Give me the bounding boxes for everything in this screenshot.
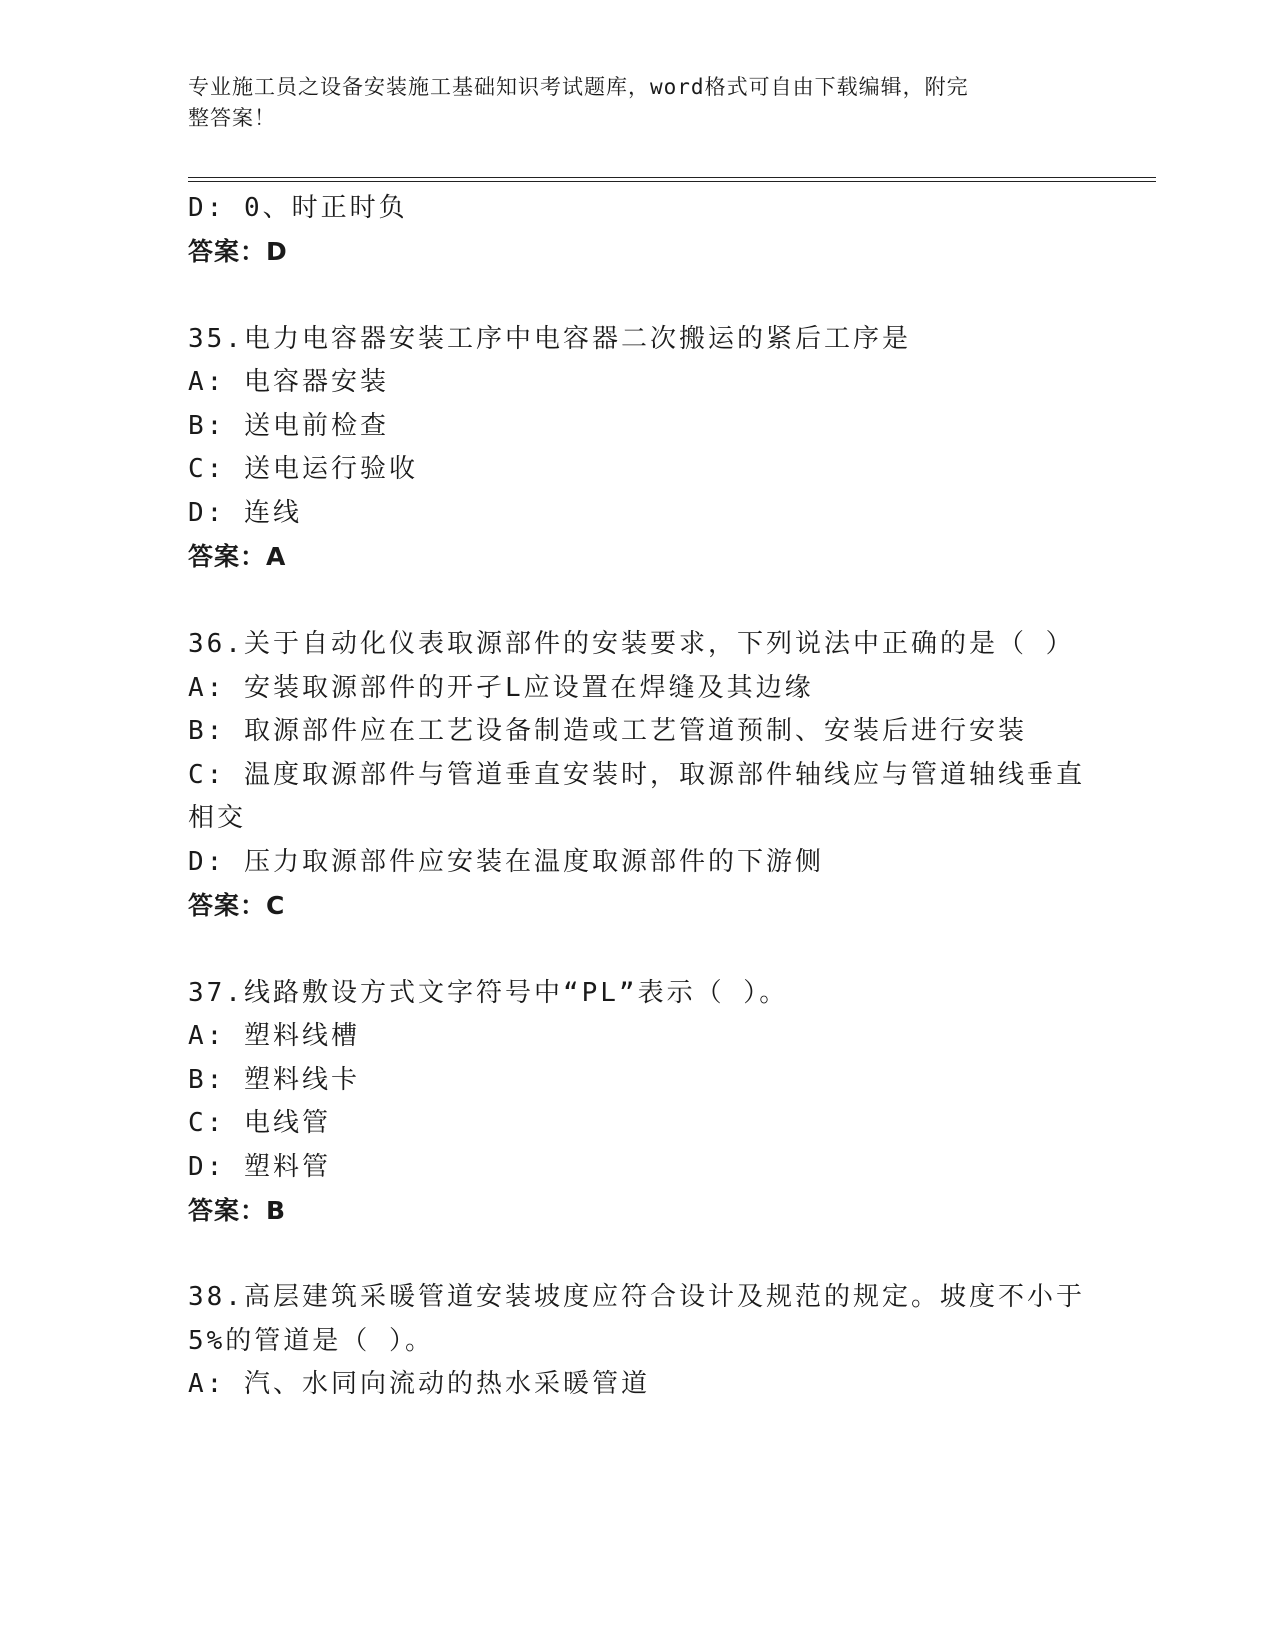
question-36-option-d: D: 压力取源部件应安装在温度取源部件的下游侧 bbox=[188, 847, 824, 877]
question-37-option-b: B: 塑料线卡 bbox=[188, 1065, 360, 1095]
question-35-option-c: C: 送电运行验收 bbox=[188, 454, 418, 484]
header-divider-top bbox=[188, 177, 1156, 178]
header-divider-bottom bbox=[188, 181, 1156, 182]
question-36-stem: 36.关于自动化仪表取源部件的安装要求，下列说法中正确的是（ ） bbox=[188, 629, 1075, 659]
question-37-option-a: A: 塑料线槽 bbox=[188, 1021, 360, 1051]
question-36-option-b: B: 取源部件应在工艺设备制造或工艺管道预制、安装后进行安装 bbox=[188, 716, 1027, 746]
question-35-option-d: D: 连线 bbox=[188, 498, 302, 528]
question-38-stem-line-1: 38.高层建筑采暖管道安装坡度应符合设计及规范的规定。坡度不小于 bbox=[188, 1282, 1085, 1312]
question-38-option-a: A: 汽、水同向流动的热水采暖管道 bbox=[188, 1369, 650, 1399]
question-35-stem: 35.电力电容器安装工序中电容器二次搬运的紧后工序是 bbox=[188, 324, 911, 354]
question-37-answer: 答案：B bbox=[188, 1196, 287, 1225]
question-37-option-c: C: 电线管 bbox=[188, 1108, 331, 1138]
question-37-option-d: D: 塑料管 bbox=[188, 1152, 331, 1182]
question-35-option-a: A: 电容器安装 bbox=[188, 367, 389, 397]
question-36-option-a: A: 安装取源部件的开孑L应设置在焊缝及其边缘 bbox=[188, 673, 814, 703]
option-d-prev: D: 0、时正时负 bbox=[188, 193, 408, 223]
question-35-answer: 答案：A bbox=[188, 542, 287, 571]
question-36-option-c: C: 温度取源部件与管道垂直安装时，取源部件轴线应与管道轴线垂直 bbox=[188, 760, 1085, 790]
question-36-answer: 答案：C bbox=[188, 891, 286, 920]
header-line-1: 专业施工员之设备安装施工基础知识考试题库，word格式可自由下载编辑，附完 bbox=[188, 75, 969, 99]
document-header bbox=[188, 72, 1068, 134]
header-line-2: 整答案！ bbox=[188, 106, 276, 130]
question-35-option-b: B: 送电前检查 bbox=[188, 411, 389, 441]
question-38-stem-line-2: 5%的管道是（ ）。 bbox=[188, 1326, 434, 1356]
question-37-stem: 37.线路敷设方式文字符号中“PL”表示（ ）。 bbox=[188, 978, 789, 1008]
answer-prev: 答案：D bbox=[188, 237, 288, 266]
question-36-option-c-continued: 相交 bbox=[188, 803, 247, 833]
